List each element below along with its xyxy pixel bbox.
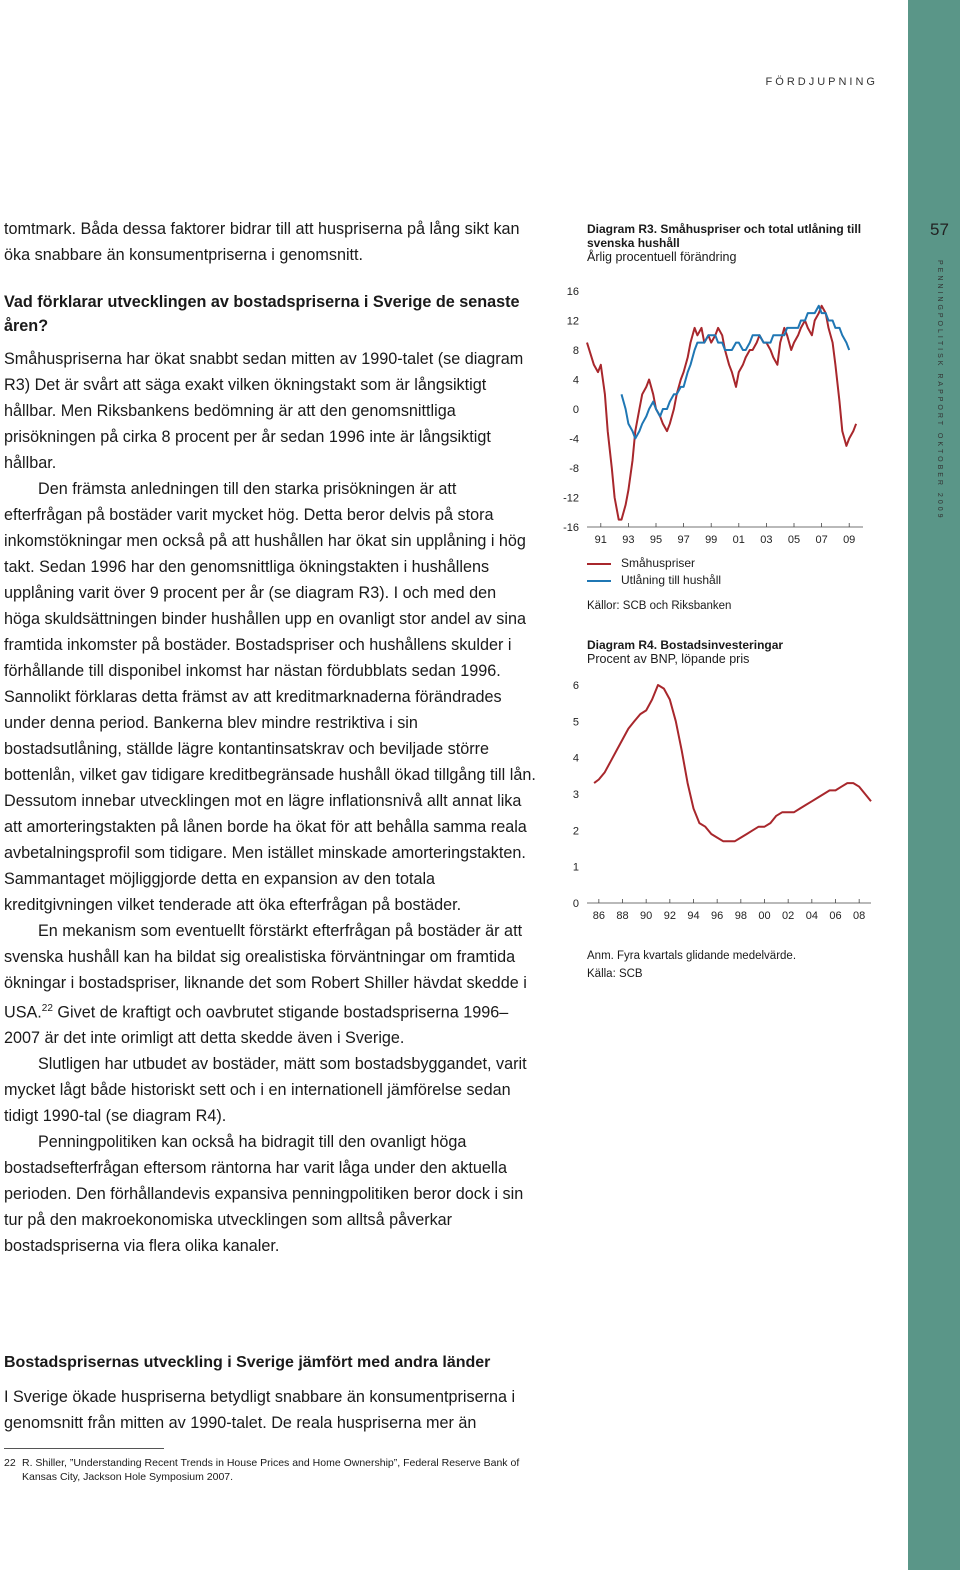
chart-r4 xyxy=(563,638,893,983)
r4-x-tick-label: 98 xyxy=(734,910,747,922)
r3-x-tick-label: 97 xyxy=(677,534,690,546)
r3-x-tick-label: 03 xyxy=(760,534,773,546)
paragraph-2: Småhuspriserna har ökat snabbt sedan mitten av 1990-talet (se diagram R3) Det är svårt att säga exakt vilken ökningstakt som är långsiktigt hållbar. Men Riksbankens bedömning är att den genomsnittliga prisökningen på cirka 8 procent per år sedan 1996 inte är långsiktigt hållbar. xyxy=(4,350,524,472)
paragraph-4-text-continued: Givet de kraftigt och oavbrutet stigande bostadspriserna 1996–2007 är det inte orimligt att detta skedde även i Sverige. xyxy=(4,1003,509,1048)
chart-r3 xyxy=(563,222,893,615)
r4-y-tick-label: 5 xyxy=(572,716,579,729)
legend-item-utlaning xyxy=(563,572,893,589)
chart-r4-plot xyxy=(563,667,893,927)
r4-y-tick-label: 6 xyxy=(572,680,579,692)
r4-x-tick-label: 90 xyxy=(640,910,653,922)
legend-swatch-smahuspriser xyxy=(587,563,611,565)
r3-x-tick-label: 93 xyxy=(622,534,635,546)
r3-x-tick-label: 91 xyxy=(594,534,607,546)
chart-r4-source: Källa: SCB xyxy=(587,968,643,980)
r4-y-tick-label: 0 xyxy=(572,898,579,910)
r4-x-tick-label: 86 xyxy=(592,910,605,922)
legend-label-smahuspriser: Småhuspriser xyxy=(621,556,696,570)
subsection xyxy=(4,1350,536,1436)
paragraph-3: Den främsta anledningen till den starka prisökningen är att efterfrågan på bostäder varit mycket hög. Detta beror delvis på stora inkomstökningar men också på att hushållen har ökat sin upplåning i hög takt. Sedan 1996 har den genomsnittliga ökningstakten i hushållens upplåning varit över 9 procent per år (se diagram R3). I och med den höga skuldsättningen binder hushållen upp en ovanligt stor andel av sina framtida inkomster på bostäder. Bostadspriser och hushållens skulder i förhållande till disponibel inkomst har nästan fördubblats sedan 1996. Sannolikt förklaras detta främst av att kreditmarknaderna förändrades under denna period. Bankerna blev mindre restriktiva i sin bostadsutlåning, ställde lägre kontantinsatskrav och beviljade större bottenlån, vilket gav tidigare kreditbegränsade hushåll ökad tillgång till lån. Dessutom innebar utvecklingen mot en lägre inflationsnivå allt annat lika att amorteringstakten på lånen borde ha ökat för att behålla samma reala avbetalningsprofil som tidigare. Men istället minskade amorteringstakten. Sammantaget möjliggjorde detta en expansion av den totala kreditgivningen vilket tenderade att öka efterfrågan på bostäder. xyxy=(4,480,536,914)
r3-x-tick-label: 07 xyxy=(815,534,828,546)
footnote xyxy=(4,1456,536,1484)
r4-x-tick-label: 92 xyxy=(663,910,676,922)
chart-r3-source: Källor: SCB och Riksbanken xyxy=(587,600,732,612)
chart-r3-title: Diagram R3. Småhuspriser och total utlåning till svenska hushåll xyxy=(587,222,862,250)
paragraph-5: Slutligen har utbudet av bostäder, mätt som bostadsbyggandet, varit mycket lågt både historiskt sett och i en internationell jämförelse sedan tidigt 1990-tal (se diagram R4). xyxy=(4,1055,527,1126)
legend-item-smahuspriser xyxy=(563,555,893,572)
side-running-title: PENNINGPOLITISK RAPPORT OKTOBER 2009 xyxy=(936,260,943,521)
r4-x-tick-label: 00 xyxy=(758,910,771,922)
r3-y-tick-label: -12 xyxy=(563,492,579,505)
r3-x-tick-label: 99 xyxy=(705,534,718,546)
r3-x-tick-label: 95 xyxy=(649,534,663,546)
r3-y-tick-label: 12 xyxy=(566,315,579,328)
legend-swatch-utlaning xyxy=(587,580,611,582)
paragraph-4-text: En mekanism som eventuellt förstärkt efterfrågan på bostäder är att svenska hushåll kan ha bildat sig orealistiska förväntningar om framtida ökningar i bostadspriser, liknande det som Robert Shiller hävdat skedde i USA. xyxy=(4,922,527,1022)
r3-x-tick-label: 01 xyxy=(732,534,745,546)
r3-series-line-2 xyxy=(622,306,850,439)
main-text-column xyxy=(4,216,536,1259)
r3-x-tick-label: 09 xyxy=(843,534,856,546)
footnote-divider xyxy=(4,1448,164,1449)
r4-x-tick-label: 04 xyxy=(805,910,818,922)
subsection-text: I Sverige ökade huspriserna betydligt snabbare än konsumentpriserna i genomsnitt från mitten av 1990-talet. De reala huspriserna mer än xyxy=(4,1388,516,1432)
r3-y-tick-label: 8 xyxy=(572,345,579,357)
r4-x-tick-label: 08 xyxy=(853,910,866,922)
footnote-number: 22 xyxy=(4,1457,16,1469)
r4-y-tick-label: 1 xyxy=(572,861,579,874)
subsection-heading: Bostadsprisernas utveckling i Sverige jämfört med andra länder xyxy=(4,1354,491,1371)
chart-r4-subtitle: Procent av BNP, löpande pris xyxy=(587,652,750,666)
page-number: 57 xyxy=(930,220,949,239)
r4-series-line-1 xyxy=(594,685,871,841)
r3-y-tick-label: -16 xyxy=(563,522,579,534)
r3-x-tick-label: 05 xyxy=(787,534,801,546)
section-heading: Vad förklarar utvecklingen av bostadspriserna i Sverige de senaste åren? xyxy=(4,293,520,335)
r4-x-tick-label: 88 xyxy=(616,910,629,922)
r3-y-tick-label: -4 xyxy=(569,433,579,446)
chart-r3-plot xyxy=(563,265,893,547)
r4-y-tick-label: 2 xyxy=(572,825,579,838)
r4-x-tick-label: 06 xyxy=(829,910,842,922)
r3-y-tick-label: 4 xyxy=(572,374,579,387)
chart-r3-subtitle: Årlig procentuell förändring xyxy=(587,250,737,264)
r4-y-tick-label: 4 xyxy=(572,752,579,765)
r4-y-tick-label: 3 xyxy=(572,789,579,801)
r4-x-tick-label: 96 xyxy=(711,910,724,922)
section-label: FÖRDJUPNING xyxy=(765,76,878,88)
chart-r4-title: Diagram R4. Bostadsinvesteringar xyxy=(587,638,784,652)
r3-y-tick-label: 16 xyxy=(566,286,579,298)
r4-x-tick-label: 94 xyxy=(687,910,700,922)
chart-r4-note: Anm. Fyra kvartals glidande medelvärde. xyxy=(587,950,797,962)
r3-y-tick-label: -8 xyxy=(569,463,579,475)
r3-y-tick-label: 0 xyxy=(572,404,579,416)
r3-series-line-1 xyxy=(587,306,856,520)
r4-x-tick-label: 02 xyxy=(782,910,795,922)
paragraph-6: Penningpolitiken kan också ha bidragit till den ovanligt höga bostadsefterfrågan eftersom räntorna har varit låga under den aktuella perioden. Den förhållandevis expansiva penningpolitiken beror dock i sin tur på den makroekonomiska utvecklingen som alltså påverkar bostadspriserna via flera olika kanaler. xyxy=(4,1133,524,1256)
footnote-text: R. Shiller, ”Understanding Recent Trends in House Prices and Home Ownership”, Federal Reserve Bank of Kansas City, Jackson Hole Symposium 2007. xyxy=(22,1457,520,1483)
paragraph-4 xyxy=(4,918,536,1051)
legend-label-utlaning: Utlåning till hushåll xyxy=(621,573,722,587)
paragraph-1: tomtmark. Båda dessa faktorer bidrar till att huspriserna på lång sikt kan öka snabbare än konsumentpriserna i genomsnitt. xyxy=(4,220,520,264)
footnote-ref[interactable]: 22 xyxy=(41,1003,53,1014)
